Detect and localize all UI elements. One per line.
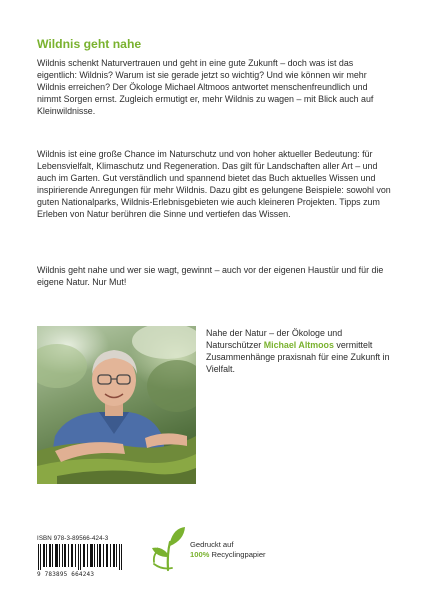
isbn-barcode-block <box>37 535 127 578</box>
recycling-paper-label: Recyclingpapier <box>209 549 266 559</box>
barcode <box>37 544 123 570</box>
body-paragraph: Wildnis ist eine große Chance im Naturschutz und von hoher aktueller Bedeutung: für Lebensvielfalt, Klimaschutz und Regeneration. Das gilt für Landschaften aller Art – und auch im Garten. Gut verständlich und spannend bietet das Buch aktuelles Wissen und inspirierende Anregungen für mehr Wildnis. Dazu gibt es gelungene Beispiele: sowohl von guten Nationalparks, Wildnis-Erlebnisgebieten wie auch kleineren Projekten. Tipps zum Erleben von Natur berühren die Sinne und vertiefen das Wissen. <box>37 149 391 220</box>
recycling-line-2 <box>190 550 266 560</box>
isbn-number: ISBN 978-3-89566-424-3 <box>37 535 109 542</box>
author-photo <box>37 326 196 484</box>
recycling-leaf-icon <box>148 524 188 572</box>
barcode-digits: 9 783895 664243 <box>37 571 95 578</box>
closing-paragraph: Wildnis geht nahe und wer sie wagt, gewinnt – auch vor der eigenen Haustür und für die eigene Natur. Nur Mut! <box>37 265 384 288</box>
recycling-label <box>190 540 266 559</box>
author-caption <box>206 327 396 375</box>
caption-text-end: vermittelt Zusammenhänge praxisnah für eine Zukunft in Vielfalt. <box>206 340 390 375</box>
recycling-percent: 100% <box>190 549 210 559</box>
person-photo <box>37 326 196 484</box>
recycling-line-1: Gedruckt auf <box>190 540 234 549</box>
recycling-badge <box>148 524 308 574</box>
caption-text: Nahe der Natur – der Ökologe und Naturschützer <box>206 328 343 351</box>
intro-paragraph: Wildnis schenkt Naturvertrauen und geht in eine gute Zukunft – doch was ist das eigentlich: Wildnis? Warum ist sie gerade jetzt so wichtig? Und wie können wir mehr Wildnis erreichen? Der Ökologe Michael Altmoos antwortet menschenfreundlich und nimmt Sorgen ernst. Zugleich ermutigt er, mehr Wildnis zu wagen – mit Blick auch auf Kleinwildnisse. <box>37 58 374 117</box>
section-heading: Wildnis geht nahe <box>37 37 142 51</box>
author-name: Michael Altmoos <box>263 340 334 351</box>
